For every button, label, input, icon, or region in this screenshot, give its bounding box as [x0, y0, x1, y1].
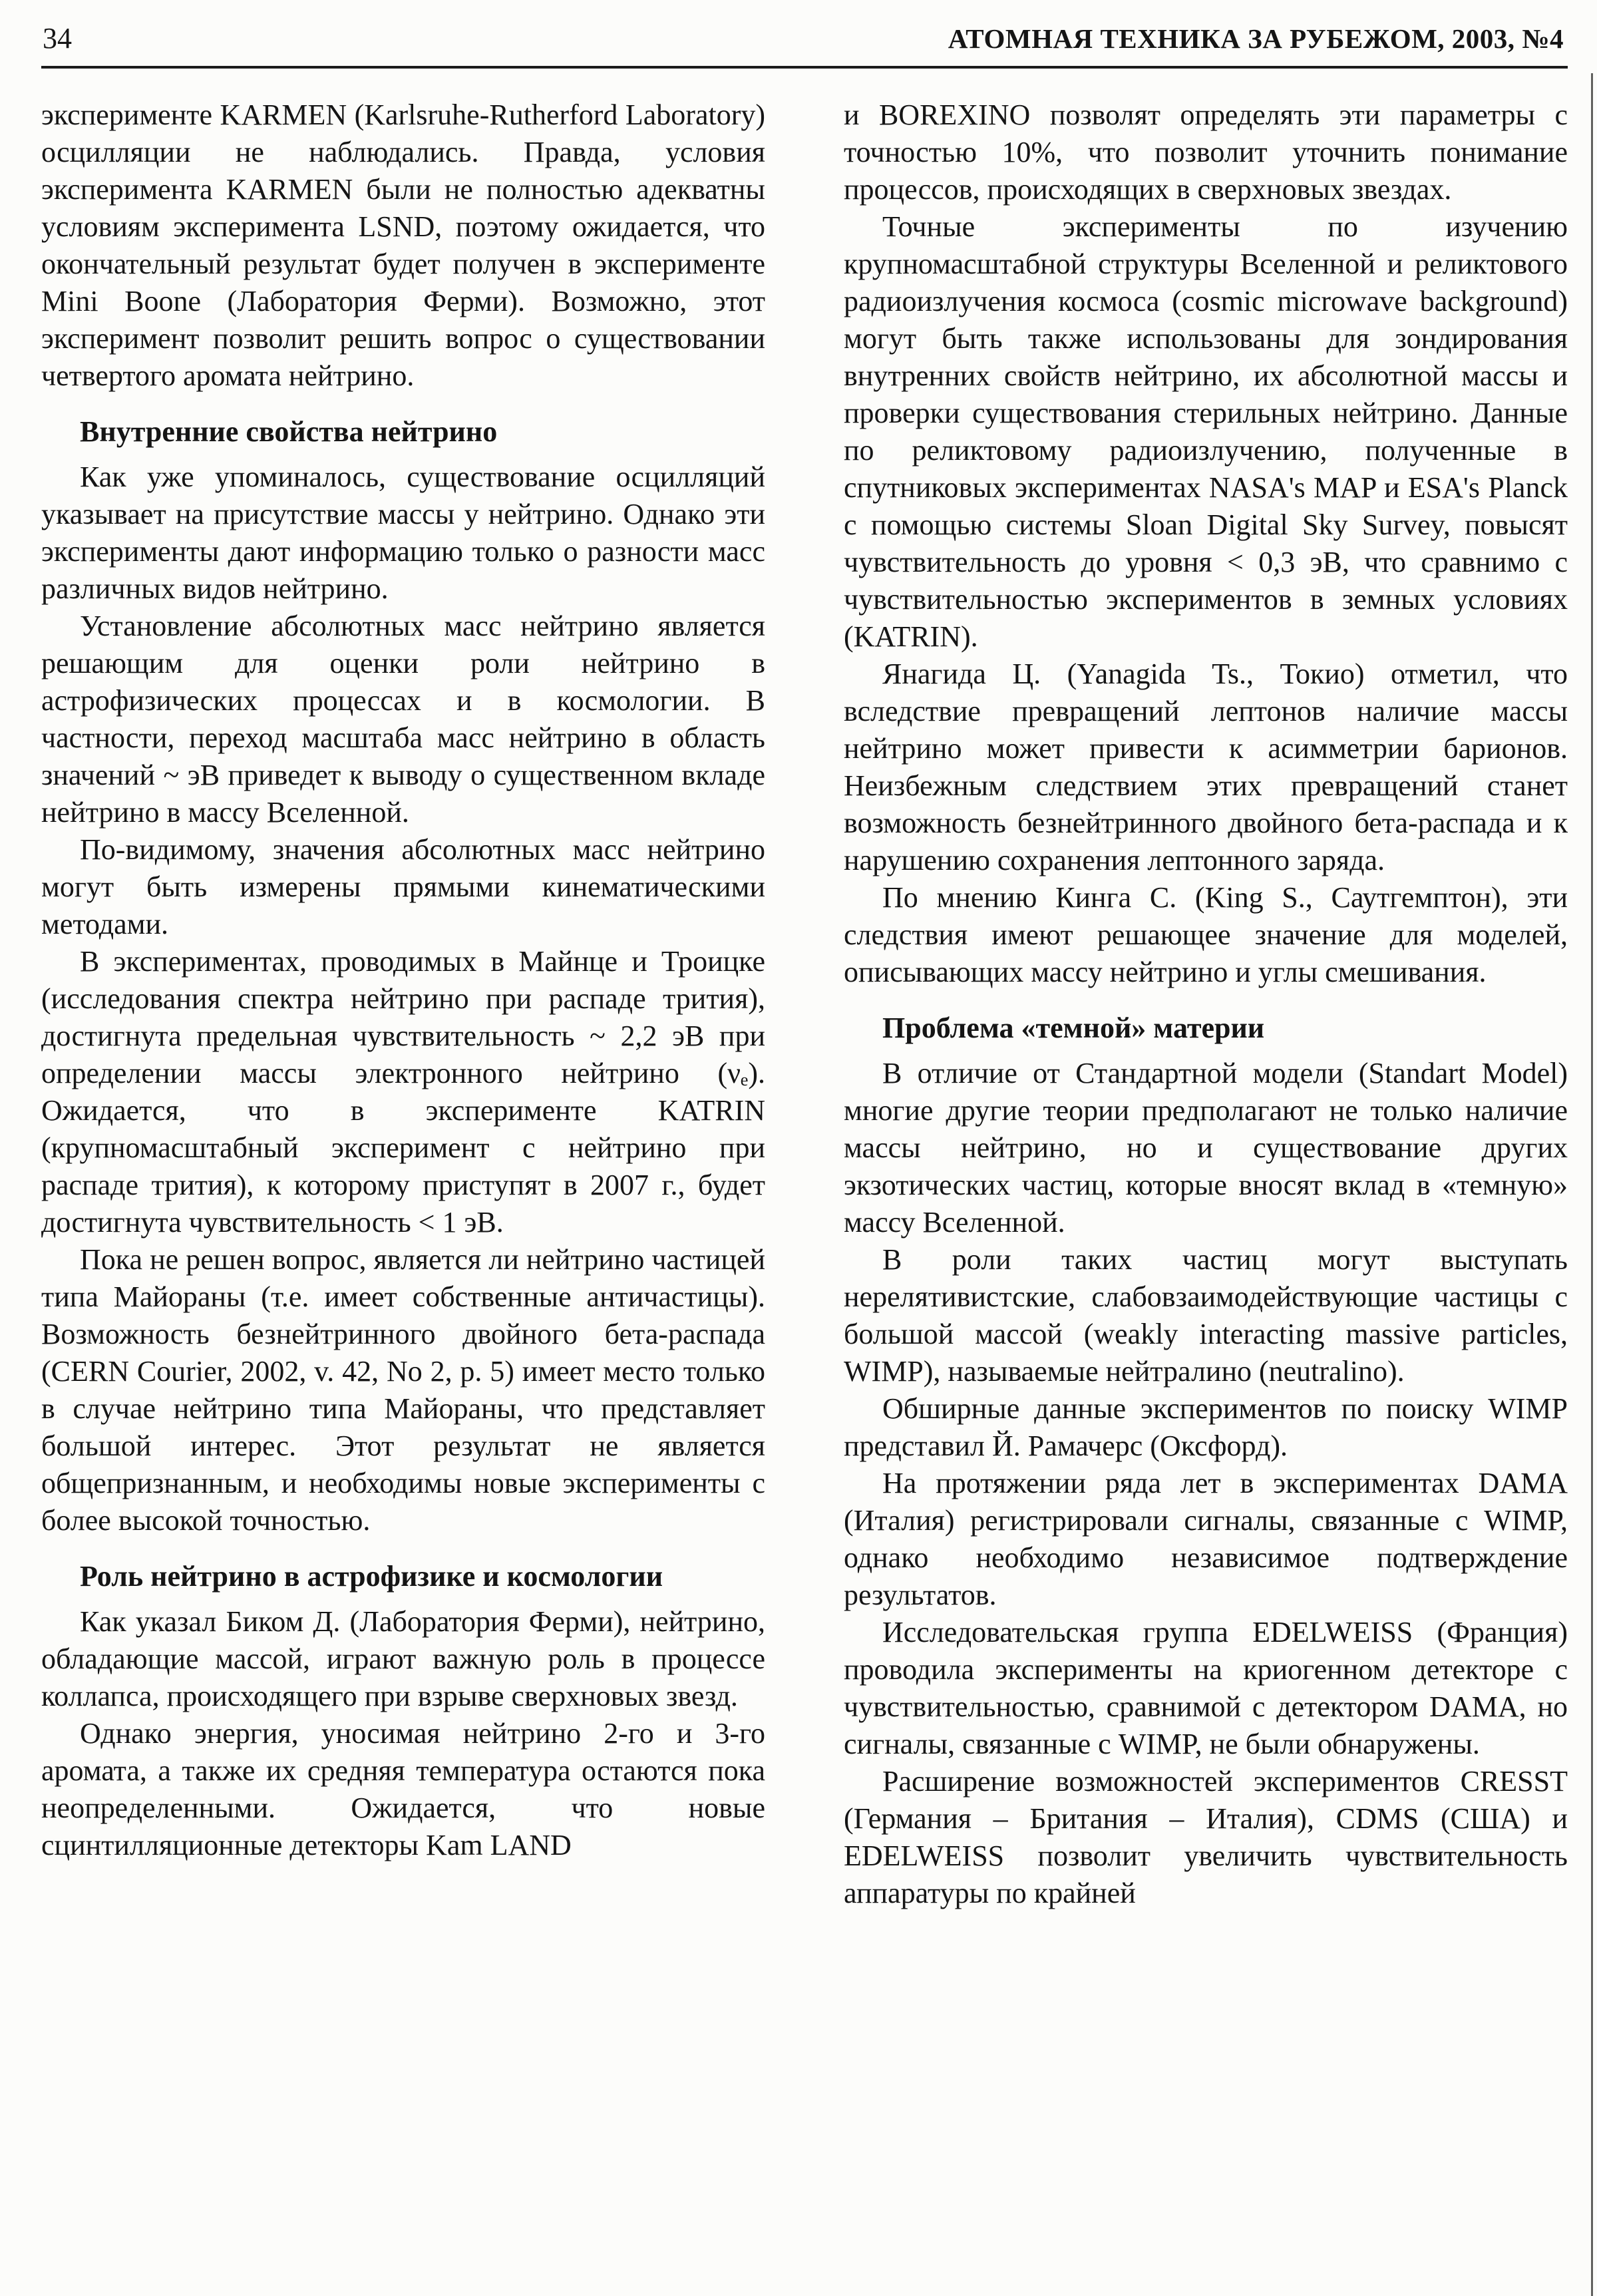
paragraph: Пока не решен вопрос, является ли нейтрино частицей типа Майораны (т.е. имеет собственные античастицы). Возможность безнейтринного двойного бета-распада (CERN Courier, 2002, v. 42, No 2, p. 5) имеет место только в случае нейтрино типа Майораны, что представляет большой интерес. Этот результат не является общепризнанным, и необходимы новые эксперименты с более высокой точностью.	[41, 1243, 765, 1537]
paragraph: Исследовательская группа EDELWEISS (Франция) проводила эксперименты на криогенном детекторе с чувствительностью, сравнимой с детектором DAMA, но сигналы, связанные с WIMP, не были обнаружены.	[844, 1616, 1568, 1760]
scan-edge-artifact	[1591, 73, 1593, 2296]
paragraph: В роли таких частиц могут выступать нерелятивистские, слабовзаимодействующие частицы с большой массой (weakly interacting massive particles, WIMP), называемые нейтралино (neutralino).	[844, 1243, 1568, 1388]
article-body	[41, 96, 1568, 1912]
paragraph: В экспериментах, проводимых в Майнце и Троицке (исследования спектра нейтрино при распаде трития), достигнута предельная чувствительность ~ 2,2 эВ при определении массы электронного нейтрино (νₑ). Ожидается, что в эксперименте KATRIN (крупномасштабный эксперимент с нейтрино при распаде трития), к которому приступят в 2007 г., будет достигнута чувствительность < 1 эВ.	[41, 945, 765, 1239]
paragraph: Однако энергия, уносимая нейтрино 2-го и 3-го аромата, а также их средняя температура остаются пока неопределенными. Ожидается, что новые сцинтилляционные детекторы Kam LAND	[41, 1717, 765, 1861]
paragraph: На протяжении ряда лет в экспериментах DAMA (Италия) регистрировали сигналы, связанные с WIMP, однако необходимо независимое подтверждение результатов.	[844, 1467, 1568, 1611]
section-heading: Проблема «темной» материи	[882, 1012, 1265, 1044]
paragraph: эксперименте KARMEN (Karlsruhe-Rutherford Laboratory) осцилляции не наблюдались. Правда, условия эксперимента KARMEN были не полностью адекватны условиям эксперимента LSND, поэтому ожидается, что окончательный результат будет получен в эксперименте Mini Boone (Лаборатория Ферми). Возможно, этот эксперимент позволит решить вопрос о существовании четвертого аромата нейтрино.	[41, 98, 765, 392]
paragraph: и BOREXINO позволят определять эти параметры с точностью 10%, что позволит уточнить понимание процессов, происходящих в сверхновых звездах.	[844, 98, 1568, 206]
paragraph: Точные эксперименты по изучению крупномасштабной структуры Вселенной и реликтового радиоизлучения космоса (cosmic microwave background) могут быть также использованы для зондирования внутренних свойств нейтрино, их абсолютной массы и проверки существования стерильных нейтрино. Данные по реликтовому радиоизлучению, полученные в спутниковых экспериментах NASA's MAP и ESA's Planck с помощью системы Sloan Digital Sky Survey, повысят чувствительность до уровня < 0,3 эВ, что сравнимо с чувствительностью экспериментов в земных условиях (KATRIN).	[844, 210, 1568, 653]
paragraph: Обширные данные экспериментов по поиску WIMP представил Й. Рамачерс (Оксфорд).	[844, 1392, 1568, 1462]
paragraph: Расширение возможностей экспериментов CRESST (Германия – Британия – Италия), CDMS (США) и EDELWEISS позволит увеличить чувствительность аппаратуры по крайней	[844, 1765, 1568, 1909]
journal-title: АТОМНАЯ ТЕХНИКА ЗА РУБЕЖОМ, 2003, №4	[948, 23, 1564, 54]
header-rule	[41, 66, 1568, 69]
section-heading: Внутренние свойства нейтрино	[80, 415, 498, 448]
left-column	[41, 96, 765, 1912]
paragraph: Как уже упоминалось, существование осцилляций указывает на присутствие массы у нейтрино. Однако эти эксперименты дают информацию только о разности масс различных видов нейтрино.	[41, 461, 765, 605]
right-column	[844, 96, 1568, 1912]
paragraph: По мнению Кинга С. (King S., Саутгемптон), эти следствия имеют решающее значение для моделей, описывающих массу нейтрино и углы смешивания.	[844, 881, 1568, 988]
paragraph: В отличие от Стандартной модели (Standart Model) многие другие теории предполагают не только наличие массы нейтрино, но и существование других экзотических частиц, которые вносят вклад в «темную» массу Вселенной.	[844, 1057, 1568, 1239]
paragraph: Установление абсолютных масс нейтрино является решающим для оценки роли нейтрино в астрофизических процессах и в космологии. В частности, переход масштаба масс нейтрино в область значений ~ эВ приведет к выводу о существенном вкладе нейтрино в массу Вселенной.	[41, 610, 765, 829]
paragraph: Янагида Ц. (Yanagida Ts., Токио) отметил, что вследствие превращений лептонов наличие массы нейтрино может привести к асимметрии барионов. Неизбежным следствием этих превращений станет возможность безнейтринного двойного бета-распада и к нарушению сохранения лептонного заряда.	[844, 658, 1568, 876]
paragraph: По-видимому, значения абсолютных масс нейтрино могут быть измерены прямыми кинематическими методами.	[41, 833, 765, 940]
page-header	[41, 16, 1568, 63]
paragraph: Как указал Биком Д. (Лаборатория Ферми), нейтрино, обладающие массой, играют важную роль в процессе коллапса, происходящего при взрыве сверхновых звезд.	[41, 1605, 765, 1712]
page-number: 34	[43, 22, 72, 55]
section-heading: Роль нейтрино в астрофизике и космологии	[80, 1560, 663, 1593]
